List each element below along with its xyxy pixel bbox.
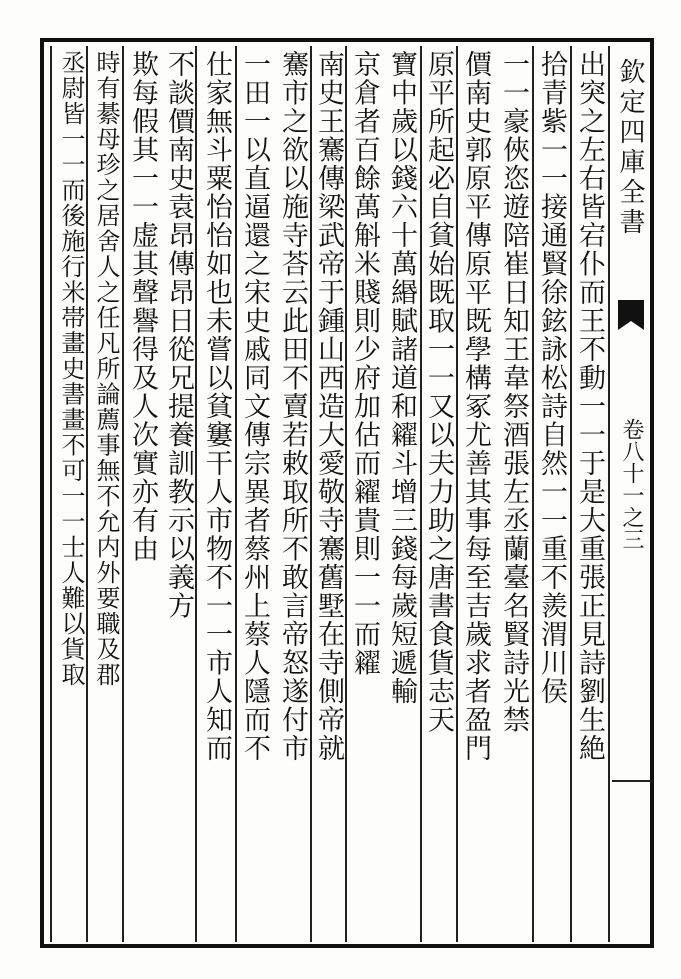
text-column: 京倉者百餘萬斛米賤則少府加估而糴貴則一一而糴 xyxy=(349,50,380,677)
column-rule xyxy=(50,46,52,942)
column-rule xyxy=(608,46,610,942)
margin-title: 欽定四庫全書 xyxy=(615,58,645,238)
text-column: 仕家無斗粟怡怡如也未嘗以貧窶干人市物不一一市人知而 xyxy=(201,50,232,763)
text-column: 出突之左右皆宕仆而王不動一一于是大重張正見詩劉生絶 xyxy=(574,50,605,763)
text-column: 南史王騫傳梁武帝于鍾山西造大愛敬寺騫舊墅在寺側帝就 xyxy=(313,50,344,763)
text-column: 時有綦母珍之居舍人之任凡所論薦事無不允内外要職及郡 xyxy=(92,50,120,688)
text-column: 不談價南史袁昂傳昂日從兄提養訓教示以義方 xyxy=(163,50,194,620)
text-column: 拾青紫一一接通賢徐鉉詠松詩自然一一重不羨渭川侯 xyxy=(536,50,567,706)
text-column: 寶中歲以錢六十萬緡賦諸道和糴斗增三錢每歲短遞輸 xyxy=(386,50,417,706)
text-column: 價南史郭原平傳原平既學構冢尤善其事每至吉歲求者盈門 xyxy=(460,50,491,763)
text-column: 一田一以直逼還之宋史戚同文傳宗異者蔡州上蔡人隱而不 xyxy=(239,50,270,763)
text-column: 一一豪俠恣遊陪崔日知王韋祭酒張左丞蘭臺名賢詩光禁 xyxy=(498,50,529,734)
text-column: 欺每假其一一虚其聲譽得及人次實亦有由 xyxy=(127,50,158,563)
margin-volume: 卷八十一之三 xyxy=(619,418,644,550)
margin-divider xyxy=(612,780,652,782)
text-column: 騫市之欲以施寺荅云此田不賣若敕取所不敢言帝怒遂付市 xyxy=(277,50,308,763)
text-column: 丞尉皆一一而後施行米帯畫史書畫不可一一士人難以貨取 xyxy=(57,50,85,688)
text-column: 原平所起必自貧始既取一一又以夫力助之唐書食貨志天 xyxy=(423,50,454,734)
